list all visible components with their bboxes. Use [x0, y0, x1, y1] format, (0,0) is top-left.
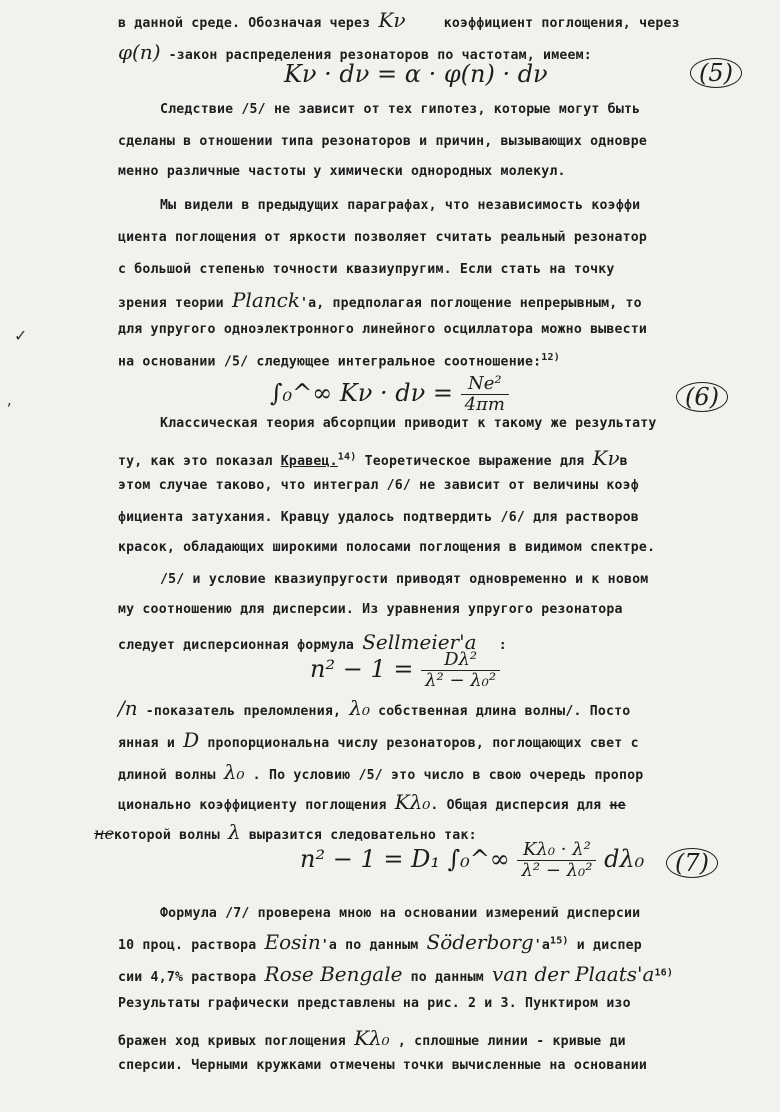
text-segment: 'a по данным: [320, 938, 419, 953]
text-line: [118, 930, 642, 954]
text-segment: -закон распределения резонаторов по частотам, имеем:: [168, 48, 592, 63]
text-segment: ционально коэффициенту поглощения: [118, 798, 387, 813]
text-line: [118, 352, 560, 369]
text-segment: янная и: [118, 736, 175, 751]
handwritten-name: Planck: [231, 288, 300, 312]
text-segment: в данной среде. Обозначая через: [118, 16, 371, 31]
text-line: Результаты графически представлены на рис. 2 и 3. Пунктиром изо: [118, 996, 631, 1011]
text-line: [118, 8, 680, 32]
text-line: менно различные частоты у химически однородных молекул.: [118, 164, 566, 179]
footnote-ref: 16): [654, 967, 674, 979]
footnote-ref: 15): [549, 935, 569, 947]
equation-number: [666, 848, 718, 878]
handwritten-symbol: /n: [118, 696, 138, 720]
margin-checkmark: ✓: [14, 326, 28, 345]
text-line: Формула /7/ проверена мною на основании измерений дисперсии: [160, 906, 641, 921]
formula-lhs: ∫₀^∞ Kν · dν =: [270, 378, 453, 407]
formula-fraction: [461, 374, 509, 415]
text-segment: 'a: [533, 938, 550, 953]
fraction-numerator: Kλ₀ · λ²: [517, 840, 596, 861]
equation-number-label: (7): [666, 848, 718, 878]
text-line: Следствие /5/ не зависит от тех гипотез, которые могут быть: [160, 102, 641, 117]
text-line: [118, 288, 642, 312]
text-line: му соотношению для дисперсии. Из уравнения упругого резонатора: [118, 602, 623, 617]
formula-5: Kν · dν = α · φ(n) · dν: [284, 60, 548, 88]
text-segment: следует дисперсионная формула: [118, 638, 355, 653]
formula-lhs: n² − 1 =: [310, 654, 414, 683]
text-line: [118, 962, 673, 986]
fraction-denominator: 4πm: [464, 393, 505, 415]
equation-number-label: (6): [676, 382, 728, 412]
handwritten-name: Eosin: [264, 930, 321, 954]
fraction-numerator: Ne²: [461, 374, 509, 395]
text-line: с большой степенью точности квазиупругим. Если стать на точку: [118, 262, 615, 277]
text-segment: в: [619, 454, 628, 469]
handwritten-symbol: Kν: [378, 8, 406, 32]
fraction-denominator: λ² − λ₀²: [521, 859, 593, 881]
equation-number-label: (5): [690, 58, 742, 88]
text-line: [118, 790, 626, 814]
handwritten-symbol: λ: [227, 820, 241, 844]
equation-number: [676, 382, 728, 412]
text-segment: и диспер: [576, 938, 642, 953]
handwritten-symbol: φ(n): [118, 40, 161, 64]
text-line: /5/ и условие квазиупругости приводят одновременно и к новом: [160, 572, 649, 587]
text-line: сделаны в отношении типа резонаторов и причин, вызывающих одновре: [118, 134, 648, 149]
text-line: [118, 1026, 626, 1050]
handwritten-symbol: Kλ₀: [394, 790, 431, 814]
text-segment: бражен ход кривых поглощения: [118, 1034, 346, 1049]
text-line: [118, 760, 643, 784]
text-segment: . Общая дисперсия для: [430, 798, 602, 813]
text-segment: которой волны: [114, 828, 220, 843]
equation-number: [690, 58, 742, 88]
formula-fraction: [421, 650, 500, 691]
handwritten-name: van der Plaats'a: [492, 962, 655, 986]
text-segment: собственная длина волны/. Посто: [378, 704, 631, 719]
text-line: Мы видели в предыдущих параграфах, что независимость коэффи: [160, 198, 641, 213]
handwritten-symbol: D: [183, 728, 200, 752]
formula-6: [270, 374, 509, 415]
text-line: сперсии. Черными кружками отмечены точки вычисленные на основании: [118, 1058, 648, 1073]
handwritten-symbol: λ₀: [223, 760, 245, 784]
text-line: [118, 728, 639, 752]
text-line: циента поглощения от яркости позволяет считать реальный резонатор: [118, 230, 648, 245]
text-segment: 10 проц. раствора: [118, 938, 257, 953]
handwritten-name: Rose Bengale: [264, 962, 403, 986]
handwritten-name: Sellmeier'a: [362, 630, 477, 654]
struck-text: не: [609, 798, 626, 813]
text-line: фициента затухания. Кравцу удалось подтвердить /6/ для растворов: [118, 510, 639, 525]
formula-fraction: [517, 840, 596, 881]
text-segment: , сплошные линии - кривые ди: [397, 1034, 626, 1049]
text-segment: выразится следовательно так:: [248, 828, 477, 843]
formula-lhs: n² − 1 = D₁ ∫₀^∞: [300, 844, 510, 873]
text-segment: коэффициент поглощения, через: [443, 16, 680, 31]
text-line: красок, обладающих широкими полосами поглощения в видимом спектре.: [118, 540, 656, 555]
text-segment: на основании /5/ следующее интегральное соотношение:: [118, 354, 542, 370]
text-line: для упругого одноэлектронного линейного осциллатора можно вывести: [118, 322, 648, 337]
text-segment: . По условию /5/ это число в свою очередь пропор: [252, 768, 644, 783]
handwritten-name: Söderborg: [426, 930, 534, 954]
footnote-ref: 14): [337, 451, 357, 463]
underlined-name: Кравец.: [280, 454, 338, 469]
fraction-numerator: Dλ²: [421, 650, 500, 671]
text-segment: по данным: [410, 970, 484, 985]
handwritten-text: не: [94, 824, 115, 843]
formula-7: [300, 840, 644, 881]
text-segment: Теоретическое выражение для: [364, 454, 585, 469]
handwritten-symbol: Kλ₀: [354, 1026, 390, 1050]
text-segment: зрения теории: [118, 296, 224, 311]
text-segment: 'а, предполагая поглощение непрерывным, то: [299, 296, 642, 311]
text-segment: :: [498, 638, 507, 653]
handwritten-symbol: Kν: [592, 446, 620, 470]
text-line: [118, 696, 630, 720]
margin-mark: ʼ: [6, 400, 12, 419]
text-line: этом случае таково, что интеграл /6/ не зависит от величины коэф: [118, 478, 639, 493]
text-segment: -показатель преломления,: [145, 704, 342, 719]
footnote-ref: 12): [541, 352, 560, 363]
text-line: Классическая теория абсорпции приводит к такому же результату: [160, 416, 657, 431]
fraction-denominator: λ² − λ₀²: [425, 669, 497, 691]
text-line: [118, 446, 628, 470]
formula-differential: dλ₀: [604, 844, 645, 873]
text-segment: пропорциональна числу резонаторов, поглощающих свет с: [207, 736, 639, 751]
formula-sellmeier: [310, 650, 500, 691]
handwritten-symbol: λ₀: [349, 696, 370, 720]
text-segment: длиной волны: [118, 768, 216, 783]
text-segment: сии 4,7% раствора: [118, 970, 257, 985]
text-segment: ту, как это показал: [118, 454, 273, 469]
